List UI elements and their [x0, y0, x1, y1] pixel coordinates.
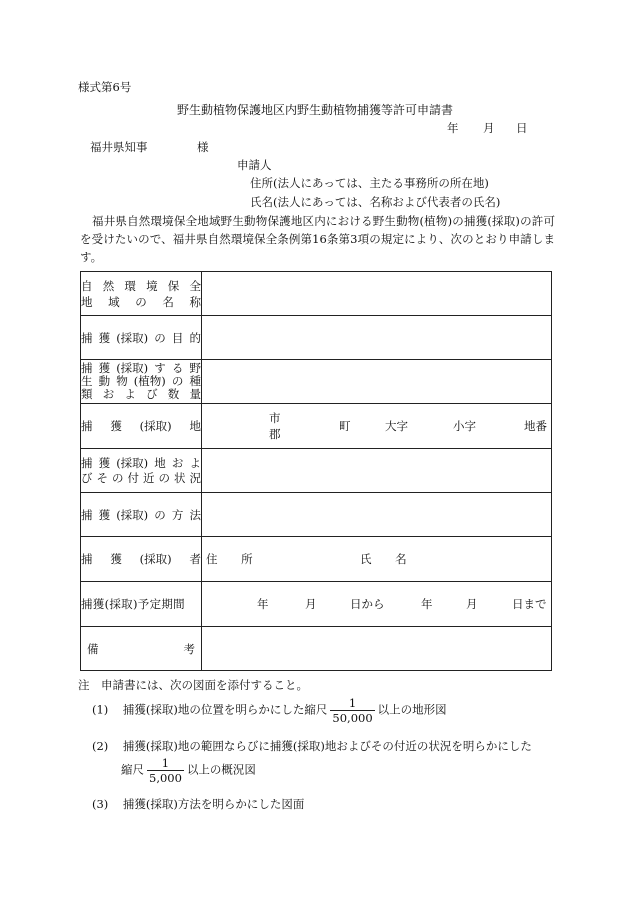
remarks-field[interactable] — [202, 627, 552, 671]
page-title: 野生動植物保護地区内野生動植物捕獲等許可申請書 — [176, 103, 453, 117]
note-number: (3) — [92, 797, 109, 811]
label-char: 名 — [162, 294, 174, 309]
note-text: 捕獲(採取)方法を明らかにした図面 — [122, 797, 305, 811]
label-char: す — [154, 361, 166, 375]
label-char: 目 — [171, 330, 184, 345]
label-line — [81, 278, 201, 294]
label-char: 獲 — [98, 507, 111, 522]
label-char: 野 — [189, 361, 201, 375]
label-char: 境 — [146, 278, 158, 293]
table-row — [81, 537, 552, 582]
applicant-label: 申請人 — [237, 158, 272, 172]
collector-address-label: 住 所 — [206, 552, 263, 566]
method-field[interactable] — [202, 493, 552, 537]
label-char: (採取) — [139, 552, 172, 566]
label-char: び — [81, 470, 93, 485]
table-row — [81, 316, 552, 360]
scale-fraction — [147, 756, 184, 785]
row-label-remarks — [81, 627, 202, 671]
label-char: (採取) — [116, 455, 149, 470]
label-char: 況 — [189, 470, 201, 485]
label-char: 称 — [189, 294, 201, 309]
label-char: (植物) — [133, 374, 166, 388]
label-char: 法 — [189, 507, 201, 522]
row-label-area-name — [81, 272, 202, 316]
row-label-species — [81, 360, 202, 404]
remarks-char-2: 考 — [183, 641, 195, 656]
gun-label: 郡 — [269, 427, 281, 441]
period-start-year: 年 — [257, 597, 269, 611]
label-char: の — [154, 507, 166, 522]
label-char: 的 — [189, 330, 201, 345]
period-start-day: 日から — [350, 597, 385, 611]
area-name-field[interactable] — [202, 272, 552, 316]
label-char: 獲 — [98, 361, 111, 375]
surroundings-field[interactable] — [202, 449, 552, 493]
label-char: 捕 — [81, 507, 93, 522]
label-char: 環 — [124, 278, 136, 293]
purpose-field[interactable] — [202, 316, 552, 360]
species-quantity-field[interactable] — [202, 360, 552, 404]
remarks-char-1: 備 — [87, 641, 99, 656]
label-char: 獲 — [98, 455, 111, 470]
row-label-surroundings — [81, 449, 202, 493]
label-char: 付 — [127, 470, 139, 485]
note-number: (1) — [92, 702, 109, 717]
label-char: 地 — [154, 455, 166, 470]
label-line: 捕獲(採取)予定期間 — [81, 597, 185, 611]
body-text: 福井県自然環境保全地域野生動物保護地区内における野生動物(植物)の捕獲(採取)の許可を受けたいので、福井県自然環境保全条例第16条第3項の規定により、次のとおり申請します。 — [80, 214, 555, 264]
koaza-label: 小字 — [453, 419, 476, 433]
addressee: 福井県知事 — [90, 140, 148, 154]
period-end-month: 月 — [466, 597, 478, 611]
label-char: の — [112, 470, 124, 485]
label-char: の — [171, 374, 184, 388]
note-number: (2) — [92, 739, 109, 753]
label-char: る — [171, 361, 184, 375]
label-char: (採取) — [116, 330, 149, 345]
fraction-numerator: 1 — [147, 756, 184, 771]
label-line — [81, 418, 201, 434]
label-char: (採取) — [116, 507, 149, 522]
label-char: び — [146, 387, 158, 401]
collector-name-label: 氏 名 — [360, 552, 417, 566]
applicant-name-label: 氏名(法人にあっては、名称および代表者の氏名) — [250, 195, 501, 209]
label-char: 動 — [98, 374, 111, 388]
label-line — [81, 551, 201, 567]
label-char: 地 — [81, 294, 93, 309]
scale-fraction — [330, 696, 374, 725]
note-text: 以上の概況図 — [186, 762, 256, 777]
table-row — [81, 272, 552, 316]
period-field[interactable] — [202, 582, 552, 627]
label-char: の — [158, 470, 170, 485]
location-field[interactable] — [202, 404, 552, 449]
label-char: 域 — [108, 294, 120, 309]
date-month-label: 月 — [483, 121, 495, 135]
table-row — [81, 360, 552, 404]
note-text: 捕獲(採取)地の位置を明らかにした縮尺 — [122, 702, 328, 717]
note-text: 捕獲(採取)地の範囲ならびに捕獲(採取)地およびその付近の状況を明らかにした — [122, 739, 532, 753]
label-line — [81, 330, 201, 346]
period-end-day: 日まで — [512, 597, 547, 611]
label-line — [81, 507, 201, 523]
label-char: お — [102, 387, 115, 401]
addressee-honorific: 様 — [197, 140, 209, 154]
label-char: 者 — [189, 552, 201, 566]
label-char: 捕 — [81, 330, 93, 345]
label-char: 生 — [81, 374, 93, 388]
fraction-denominator: 50,000 — [332, 711, 373, 725]
table-row — [81, 582, 552, 627]
note-text: 以上の地形図 — [377, 702, 447, 717]
row-label-collector — [81, 537, 202, 582]
fraction-denominator: 5,000 — [149, 771, 182, 785]
collector-field[interactable] — [202, 537, 552, 582]
label-char: 自 — [81, 278, 93, 293]
note-heading: 注 申請書には、次の図面を添付すること。 — [78, 678, 308, 692]
label-char: 地 — [189, 419, 201, 433]
label-char: 捕 — [81, 361, 93, 375]
table-row — [81, 404, 552, 449]
oaza-label: 大字 — [385, 419, 408, 433]
chiban-label: 地番 — [524, 419, 547, 433]
row-label-period — [81, 582, 202, 627]
label-char: 捕 — [81, 552, 93, 566]
label-line — [81, 294, 201, 310]
label-char: よ — [124, 387, 136, 401]
machi-label: 町 — [339, 419, 351, 433]
label-char: 状 — [174, 470, 186, 485]
date-day-label: 日 — [516, 121, 528, 135]
application-table — [80, 271, 552, 671]
period-end-year: 年 — [421, 597, 433, 611]
label-char: (採取) — [139, 419, 172, 433]
label-char: 捕 — [81, 455, 93, 470]
label-line — [81, 641, 201, 657]
note-item-2-line2 — [121, 756, 256, 785]
label-line — [81, 456, 201, 471]
label-char: (採取) — [116, 361, 149, 375]
label-char: 近 — [143, 470, 155, 485]
label-char: 物 — [116, 374, 128, 388]
shi-label: 市 — [269, 411, 281, 425]
row-label-location — [81, 404, 202, 449]
label-char: 然 — [102, 278, 115, 293]
table-row — [81, 493, 552, 537]
label-char: 保 — [167, 278, 180, 293]
label-char: 獲 — [98, 330, 111, 345]
label-char: 種 — [189, 374, 201, 388]
table-row — [81, 627, 552, 671]
label-char: の — [154, 330, 166, 345]
row-label-purpose — [81, 316, 202, 360]
note-item-3 — [92, 796, 304, 812]
label-char: 量 — [189, 387, 201, 401]
fraction-numerator: 1 — [330, 696, 374, 711]
label-char: 獲 — [110, 419, 122, 433]
label-line — [81, 471, 201, 486]
table-row — [81, 449, 552, 493]
label-char: 獲 — [110, 552, 122, 566]
label-char: そ — [96, 470, 108, 485]
label-char: よ — [189, 455, 201, 470]
label-char: 数 — [167, 387, 180, 401]
label-char: の — [135, 294, 147, 309]
period-start-month: 月 — [305, 597, 317, 611]
form-number: 様式第6号 — [78, 80, 132, 94]
note-text: 縮尺 — [121, 762, 144, 777]
date-year-label: 年 — [447, 121, 459, 135]
label-char: 全 — [189, 278, 201, 293]
label-line — [81, 388, 201, 401]
row-label-method — [81, 493, 202, 537]
note-item-2 — [92, 738, 532, 754]
label-char: 捕 — [81, 419, 93, 433]
note-item-1 — [92, 696, 447, 725]
label-char: 方 — [171, 507, 184, 522]
label-line — [81, 375, 201, 388]
label-char: 類 — [81, 387, 93, 401]
label-char: お — [171, 455, 184, 470]
applicant-address-label: 住所(法人にあっては、主たる事務所の所在地) — [250, 176, 489, 190]
